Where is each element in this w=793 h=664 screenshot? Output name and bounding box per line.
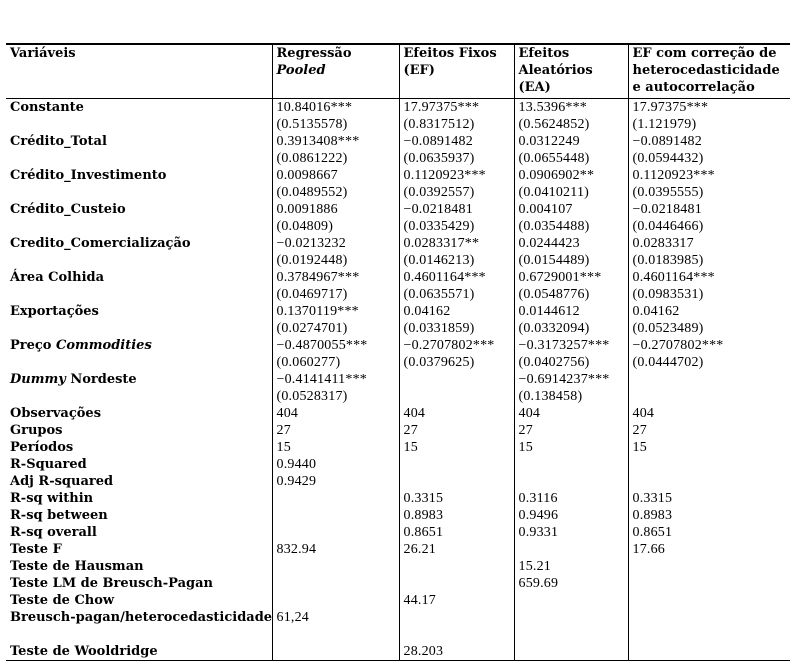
coef-cell: 0.04162 bbox=[399, 303, 514, 320]
se-cell: (0.0146213) bbox=[399, 252, 514, 269]
stat-label: R-sq overall bbox=[10, 525, 97, 540]
se-cell: (0.0489552) bbox=[272, 184, 399, 201]
stat-label: Períodos bbox=[10, 440, 74, 455]
se-cell: (0.0444702) bbox=[628, 354, 790, 371]
se-cell: (0.0469717) bbox=[272, 286, 399, 303]
table-row bbox=[6, 320, 790, 337]
table-row bbox=[6, 354, 790, 371]
table-row bbox=[6, 371, 790, 388]
stat-label: Breusch-pagan/heterocedasticidade bbox=[10, 610, 273, 625]
table-row bbox=[6, 388, 790, 405]
coef-cell: −0.2707802*** bbox=[628, 337, 790, 354]
stat-cell bbox=[514, 473, 628, 490]
se-cell: (0.0395555) bbox=[628, 184, 790, 201]
stat-cell bbox=[514, 643, 628, 661]
stat-cell: 0.3315 bbox=[628, 490, 790, 507]
coef-cell: 0.1370119*** bbox=[272, 303, 399, 320]
stat-cell: 0.9429 bbox=[272, 473, 399, 490]
se-cell: (1.121979) bbox=[628, 116, 790, 133]
coef-cell: 0.0098667 bbox=[272, 167, 399, 184]
stat-cell bbox=[514, 609, 628, 626]
se-cell: (0.060277) bbox=[272, 354, 399, 371]
table-row bbox=[6, 133, 790, 150]
stat-cell: 0.3315 bbox=[399, 490, 514, 507]
stat-cell bbox=[628, 558, 790, 575]
se-cell: (0.138458) bbox=[514, 388, 628, 405]
stat-cell: 404 bbox=[272, 405, 399, 422]
coef-cell: 13.5396*** bbox=[514, 99, 628, 117]
stat-row bbox=[6, 490, 790, 507]
spacer-row bbox=[6, 626, 790, 643]
table-row bbox=[6, 150, 790, 167]
coef-cell: 0.1120923*** bbox=[628, 167, 790, 184]
stat-row bbox=[6, 405, 790, 422]
stat-cell bbox=[272, 558, 399, 575]
coef-cell: −0.3173257*** bbox=[514, 337, 628, 354]
stat-label: R-Squared bbox=[10, 457, 87, 472]
coef-cell: −0.0218481 bbox=[628, 201, 790, 218]
se-cell: (0.0335429) bbox=[399, 218, 514, 235]
se-cell: (0.0655448) bbox=[514, 150, 628, 167]
stat-label: R-sq within bbox=[10, 491, 94, 506]
stat-cell bbox=[399, 609, 514, 626]
stat-row bbox=[6, 422, 790, 439]
se-cell: (0.0528317) bbox=[272, 388, 399, 405]
se-cell: (0.0354488) bbox=[514, 218, 628, 235]
header-ef-correcao: EF com correção de heterocedasticidade e autocorrelação bbox=[628, 44, 790, 99]
row-label: Área Colhida bbox=[10, 270, 105, 285]
stat-cell: 404 bbox=[399, 405, 514, 422]
se-cell: (0.0392557) bbox=[399, 184, 514, 201]
coef-cell: 17.97375*** bbox=[399, 99, 514, 117]
stat-cell bbox=[514, 592, 628, 609]
se-cell: (0.0274701) bbox=[272, 320, 399, 337]
coef-cell: 0.0144612 bbox=[514, 303, 628, 320]
stat-label: Teste de Hausman bbox=[10, 559, 144, 574]
stat-cell bbox=[514, 456, 628, 473]
row-label: Crédito_Investimento bbox=[10, 168, 167, 183]
stat-cell bbox=[272, 490, 399, 507]
stat-label: Adj R-squared bbox=[10, 474, 114, 489]
table-row bbox=[6, 252, 790, 269]
stat-cell bbox=[272, 575, 399, 592]
se-cell: (0.8317512) bbox=[399, 116, 514, 133]
stat-cell bbox=[272, 507, 399, 524]
stat-cell: 15 bbox=[272, 439, 399, 456]
stat-cell bbox=[272, 592, 399, 609]
stat-label: Grupos bbox=[10, 423, 63, 438]
se-cell: (0.0983531) bbox=[628, 286, 790, 303]
stat-cell bbox=[628, 609, 790, 626]
coef-cell bbox=[399, 371, 514, 388]
stat-cell: 659.69 bbox=[514, 575, 628, 592]
coef-cell: 0.04162 bbox=[628, 303, 790, 320]
stat-row bbox=[6, 609, 790, 626]
se-cell: (0.0331859) bbox=[399, 320, 514, 337]
stat-cell bbox=[628, 643, 790, 661]
stat-cell bbox=[399, 473, 514, 490]
stat-cell bbox=[399, 558, 514, 575]
stat-cell: 28.203 bbox=[399, 643, 514, 661]
coef-cell: −0.0218481 bbox=[399, 201, 514, 218]
se-cell: (0.0410211) bbox=[514, 184, 628, 201]
stat-cell: 0.9331 bbox=[514, 524, 628, 541]
se-cell: (0.0332094) bbox=[514, 320, 628, 337]
coef-cell: 10.84016*** bbox=[272, 99, 399, 117]
stat-row bbox=[6, 439, 790, 456]
coef-cell: 0.0244423 bbox=[514, 235, 628, 252]
table-row bbox=[6, 337, 790, 354]
se-cell: (0.5135578) bbox=[272, 116, 399, 133]
row-label: Exportações bbox=[10, 304, 99, 319]
row-label: Crédito_Custeio bbox=[10, 202, 126, 217]
coef-cell: −0.4141411*** bbox=[272, 371, 399, 388]
se-cell bbox=[628, 388, 790, 405]
stat-cell: 17.66 bbox=[628, 541, 790, 558]
stat-row bbox=[6, 524, 790, 541]
coef-cell: 0.0906902** bbox=[514, 167, 628, 184]
stat-cell bbox=[628, 575, 790, 592]
coef-cell bbox=[628, 371, 790, 388]
stat-label: R-sq between bbox=[10, 508, 108, 523]
header-pooled: Regressão Pooled bbox=[272, 44, 399, 99]
coef-cell: −0.0213232 bbox=[272, 235, 399, 252]
stat-cell: 0.8651 bbox=[399, 524, 514, 541]
stat-row bbox=[6, 456, 790, 473]
stat-label: Teste F bbox=[10, 542, 62, 557]
stat-cell: 44.17 bbox=[399, 592, 514, 609]
table-row bbox=[6, 99, 790, 117]
row-label: Credito_Comercialização bbox=[10, 236, 191, 251]
stat-row bbox=[6, 592, 790, 609]
stat-cell bbox=[514, 541, 628, 558]
coef-cell: 0.3913408*** bbox=[272, 133, 399, 150]
stat-cell: 27 bbox=[628, 422, 790, 439]
stat-cell bbox=[628, 456, 790, 473]
coef-cell: −0.4870055*** bbox=[272, 337, 399, 354]
se-cell: (0.0402756) bbox=[514, 354, 628, 371]
stat-cell: 832.94 bbox=[272, 541, 399, 558]
table-row bbox=[6, 218, 790, 235]
se-cell: (0.0635571) bbox=[399, 286, 514, 303]
stat-row bbox=[6, 575, 790, 592]
se-cell: (0.0183985) bbox=[628, 252, 790, 269]
regression-results-table bbox=[6, 43, 790, 661]
stat-cell: 0.3116 bbox=[514, 490, 628, 507]
stat-row bbox=[6, 507, 790, 524]
stat-cell: 0.9496 bbox=[514, 507, 628, 524]
stat-cell: 404 bbox=[514, 405, 628, 422]
stat-cell: 61,24 bbox=[272, 609, 399, 626]
stat-label: Teste de Chow bbox=[10, 593, 115, 608]
table-row bbox=[6, 167, 790, 184]
stat-row bbox=[6, 643, 790, 661]
stat-cell: 15 bbox=[628, 439, 790, 456]
se-cell: (0.5624852) bbox=[514, 116, 628, 133]
stat-cell: 15 bbox=[399, 439, 514, 456]
se-cell: (0.0594432) bbox=[628, 150, 790, 167]
stat-cell bbox=[628, 592, 790, 609]
se-cell: (0.0548776) bbox=[514, 286, 628, 303]
se-cell: (0.0861222) bbox=[272, 150, 399, 167]
stat-cell: 27 bbox=[272, 422, 399, 439]
row-label: Crédito_Total bbox=[10, 134, 107, 149]
stat-cell: 0.8983 bbox=[628, 507, 790, 524]
table-row bbox=[6, 269, 790, 286]
coef-cell: 0.0312249 bbox=[514, 133, 628, 150]
coef-cell: −0.0891482 bbox=[628, 133, 790, 150]
stat-cell bbox=[399, 575, 514, 592]
table-row bbox=[6, 184, 790, 201]
table-row bbox=[6, 286, 790, 303]
se-cell bbox=[399, 388, 514, 405]
table-row bbox=[6, 303, 790, 320]
se-cell: (0.0635937) bbox=[399, 150, 514, 167]
coef-cell: 0.6729001*** bbox=[514, 269, 628, 286]
table-row bbox=[6, 201, 790, 218]
stat-cell bbox=[628, 473, 790, 490]
se-cell: (0.0446466) bbox=[628, 218, 790, 235]
stat-cell bbox=[399, 456, 514, 473]
coef-cell: 0.3784967*** bbox=[272, 269, 399, 286]
header-efeitos-aleatorios: Efeitos Aleatórios (EA) bbox=[514, 44, 628, 99]
se-cell: (0.0192448) bbox=[272, 252, 399, 269]
stat-row bbox=[6, 558, 790, 575]
se-cell: (0.0379625) bbox=[399, 354, 514, 371]
coef-cell: 0.1120923*** bbox=[399, 167, 514, 184]
se-cell: (0.0523489) bbox=[628, 320, 790, 337]
se-cell: (0.0154489) bbox=[514, 252, 628, 269]
stat-cell: 0.8983 bbox=[399, 507, 514, 524]
row-label: Preço Commodities bbox=[10, 338, 152, 353]
coef-cell: 0.4601164*** bbox=[628, 269, 790, 286]
row-label: Constante bbox=[10, 100, 84, 115]
coef-cell: 0.004107 bbox=[514, 201, 628, 218]
stat-cell: 27 bbox=[399, 422, 514, 439]
coef-cell: −0.0891482 bbox=[399, 133, 514, 150]
table-row bbox=[6, 235, 790, 252]
stat-row bbox=[6, 541, 790, 558]
coef-cell: 0.0091886 bbox=[272, 201, 399, 218]
coef-cell: −0.6914237*** bbox=[514, 371, 628, 388]
stat-label: Teste de Wooldridge bbox=[6, 643, 272, 661]
header-efeitos-fixos: Efeitos Fixos (EF) bbox=[399, 44, 514, 99]
se-cell: (0.04809) bbox=[272, 218, 399, 235]
stat-row bbox=[6, 473, 790, 490]
coef-cell: −0.2707802*** bbox=[399, 337, 514, 354]
stat-label: Observações bbox=[10, 406, 102, 421]
stat-cell bbox=[272, 643, 399, 661]
stat-cell: 15.21 bbox=[514, 558, 628, 575]
stat-cell: 404 bbox=[628, 405, 790, 422]
coef-cell: 17.97375*** bbox=[628, 99, 790, 117]
header-variaveis: Variáveis bbox=[6, 44, 272, 99]
stat-label: Teste LM de Breusch-Pagan bbox=[10, 576, 213, 591]
stat-cell: 15 bbox=[514, 439, 628, 456]
stat-cell bbox=[272, 524, 399, 541]
stat-cell: 27 bbox=[514, 422, 628, 439]
header-row bbox=[6, 44, 790, 99]
coef-cell: 0.4601164*** bbox=[399, 269, 514, 286]
stat-cell: 0.8651 bbox=[628, 524, 790, 541]
stat-cell: 0.9440 bbox=[272, 456, 399, 473]
coef-cell: 0.0283317** bbox=[399, 235, 514, 252]
coef-cell: 0.0283317 bbox=[628, 235, 790, 252]
row-label: Dummy Nordeste bbox=[10, 372, 137, 387]
table-row bbox=[6, 116, 790, 133]
stat-cell: 26.21 bbox=[399, 541, 514, 558]
